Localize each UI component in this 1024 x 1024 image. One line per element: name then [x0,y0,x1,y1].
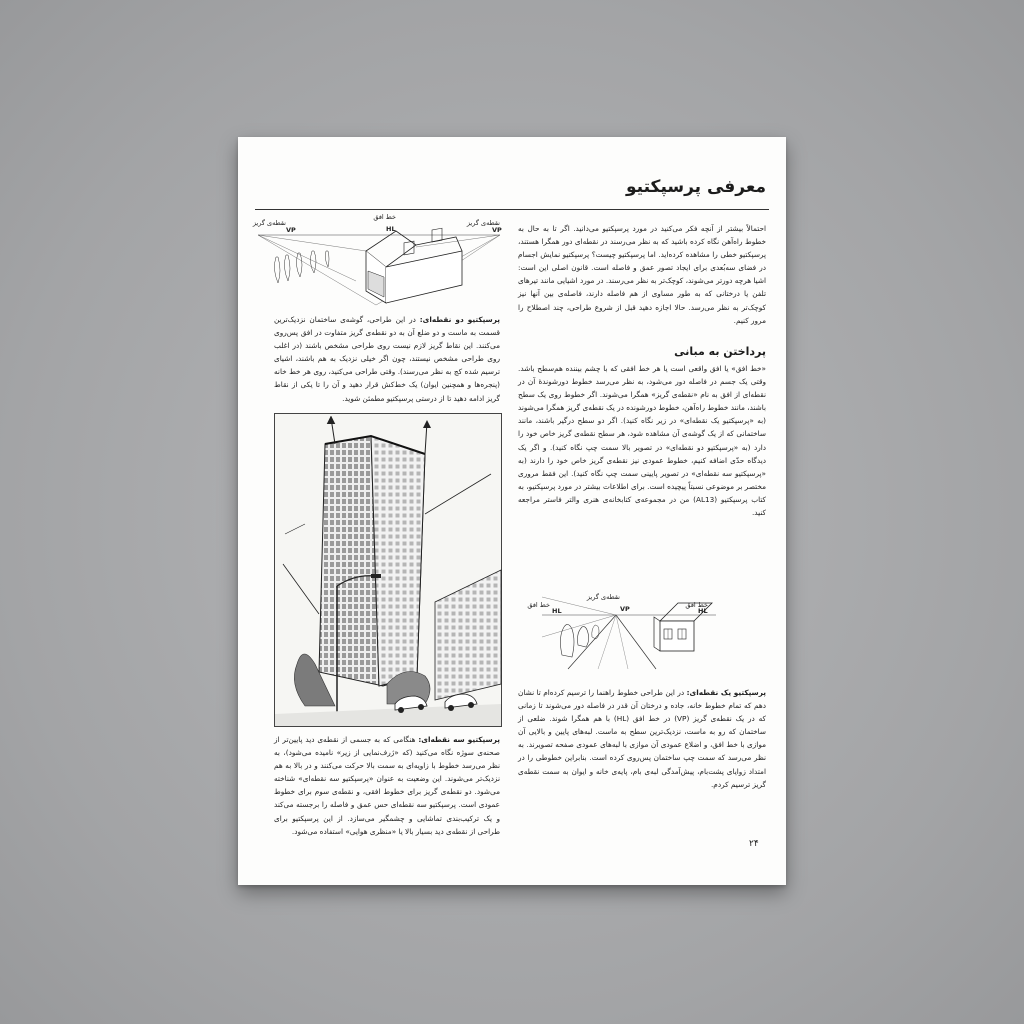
one-point-hl-abbr: HL [552,607,562,615]
two-point-hl-abbr: HL [386,225,396,233]
two-point-sketch [252,211,502,311]
one-point-figure [527,577,718,672]
book-page [238,137,786,885]
intro-paragraph: احتمالاً بیشتر از آنچه فکر می‌کنید در مورد پرسپکتیو می‌دانید. اگر تا به حال به خطوط راه‌آهن نگاه کرده باشید که به نظر می‌رسند در نقطه‌ای دور همگرا هستند، پرسپکتیو خطی را مشاهده کرده‌اید. اما پرسپکتیو چیست؟ پرسپکتیو نمایش اجسام در فضای سه‌بُعدی برای ایجاد تصور عمق و فاصله است. قانون اصلی این است: اشیا هرچه دورتر می‌شوند، کوچک‌تر به نظر می‌رسند. در مورد اشیایی مانند تیرهای تلفن یا درختانی که به طور مساوی از هم فاصله دارند، فاصله‌ی بین آنها نیز کوچک‌تر به نظر می‌رسد. حالا اجازه دهید قبل از شروع طراحی، چند اصطلاح را مرور کنیم. [518,224,766,325]
two-point-section [274,313,500,405]
one-point-hl-abbr-right: HL [698,607,708,615]
one-point-vp-abbr: VP [620,605,630,613]
page-title: معرفی پرسپکتیو [626,177,766,197]
two-point-hl-label: خط افق [373,213,396,221]
basics-heading: پرداختن به مبانی [674,345,766,358]
basics-section [518,345,766,519]
three-point-paragraph [274,733,500,838]
two-point-vp-abbr-left: VP [286,226,296,234]
one-point-sketch [527,577,718,672]
one-point-hl-label: خط افق [527,601,550,609]
two-point-paragraph [274,313,500,405]
three-point-figure [274,413,502,727]
two-point-vp-label-right: نقطه‌ی گریز [466,219,500,227]
one-point-term: پرسپکتیو یک نقطه‌ای: [686,688,767,697]
one-point-section [518,686,766,791]
three-point-section [274,733,500,838]
one-point-paragraph [518,686,766,791]
two-point-vp-abbr-right: VP [492,226,502,234]
three-point-text: هنگامی که به جسمی از نقطه‌ی دید پایین‌تر از صحنه‌ی سوژه نگاه می‌کنید (که «ژرف‌نمایی از زیر» نامیده می‌شود)، به نظر می‌رسد خطوط با زاویه‌ای به سمت بالا حرکت می‌کنند و در بالا به هم نزدیک‌تر می‌شوند. این وضعیت به عنوان «پرسپکتیو سه نقطه‌ای» شناخته می‌شود. دو نقطه‌ی گریز برای خطوط افقی، و نقطه‌ی سوم برای خطوط عمودی است. پرسپکتیو سه نقطه‌ای حس عمق و فاصله را برجسته می‌کند و یک ترکیب‌بندی تماشایی و چشمگیر می‌سازد. از این پرسپکتیو برای طراحی از نقطه‌ی دید بسیار بالا یا «منظری هوایی» استفاده می‌شود. [274,735,500,836]
three-point-term: پرسپکتیو سه نقطه‌ای: [418,735,500,744]
one-point-text: در این طراحی خطوط راهنما را ترسیم کرده‌ام تا نشان دهم که تمام خطوط خانه، جاده و درختان آن قدر در فاصله دور می‌شوند تا زمانی که در یک نقطه‌ی گریز (VP) در خط افق (HL) با هم همگرا شوند. ضلعی از ساختمان که رو به ماست، نزدیک‌ترین سطح به ماست. لبه‌های پایین و بالایی آن موازی با خط افق، و اضلاع عمودی آن موازی با لبه‌های عمودی صفحه تصویرند. به نظر می‌رسد که سمت چپ ساختمان پس‌روی کرده است. بنابراین خطوطی را در امتداد زوایای پشت‌بام، پیش‌آمدگی لبه‌ی بام، پایه‌ی خانه و ایوان به سمت نقطه‌ی گریز ترسیم کردم. [518,688,766,789]
basics-paragraph: «خط افق» یا افق واقعی است یا هر خط افقی که با چشم بیننده هم‌سطح باشد. وقتی یک جسم در فاصله دور می‌شود، به نظر می‌رسد خطوط دورشوندهٔ آن در نقطه‌ای از افق به نام «نقطه‌ی گریز» همگرا می‌شوند. اگر خطوط روی یک سطح باشند، مانند خطوط راه‌آهن، خطوط دورشونده در یک نقطه‌ی گریز همگرا می‌شوند (به «پرسپکتیو یک نقطه‌ای» در زیر نگاه کنید). اگر دو سطح درگیر باشند، مانند ساختمانی که از یک گوشه‌ی آن مشاهده شود، هر سطح نقطه‌ی گریز خاص خود را دارد (به «پرسپکتیو دو نقطه‌ای» در تصویر بالا سمت چپ نگاه کنید). و اگر یک دیدگاه حدّی اضافه کنیم، خطوط عمودی نیز نقطه‌ی گریز خاص خود را دارند (به «پرسپکتیو سه نقطه‌ای» در تصویر پایینی سمت چپ نگاه کنید). این فقط مروری مختصر بر موضوعی نسبتاً پیچیده است. برای اطلاعات بیشتر در مورد پرسپکتیو، به کتاب پرسپکتیو (AL13) من در مجموعه‌ی کتابخانه‌ی هنری والتر فاستر مراجعه کنید. [518,364,766,518]
three-point-sketch [275,414,501,726]
two-point-term: پرسپکتیو دو نقطه‌ای: [419,315,501,324]
one-point-vp-label: نقطه‌ی گریز [586,593,620,601]
two-point-figure [252,211,502,311]
page-number: ۲۴ [749,839,759,849]
two-point-vp-label-left: نقطه‌ی گریز [252,219,286,227]
two-point-text: در این طراحی، گوشه‌ی ساختمان نزدیک‌ترین قسمت به ماست و دو ضلع آن به دو نقطه‌ی گریز متفاوت در افق پس‌روی می‌کنند. این نقاط گریز لازم نیست روی طراحی مشخص باشند (در اغلب روی طراحی مشخص نیستند، چون اگر خیلی نزدیک به هم باشند، اشیای ترسیم شده کج به نظر می‌رسند). وقتی طراحی می‌کنید، روی هر خط خانه (پنجره‌ها و همچنین ایوان) یک خط‌کش قرار دهید و آن را تا یکی از نقاط گریز ادامه دهید تا از درستی پرسپکتیو مطمئن شوید. [274,315,500,403]
intro-section [518,222,766,327]
title-rule [255,209,769,210]
one-point-hl-label-right: خط افق [685,601,708,609]
